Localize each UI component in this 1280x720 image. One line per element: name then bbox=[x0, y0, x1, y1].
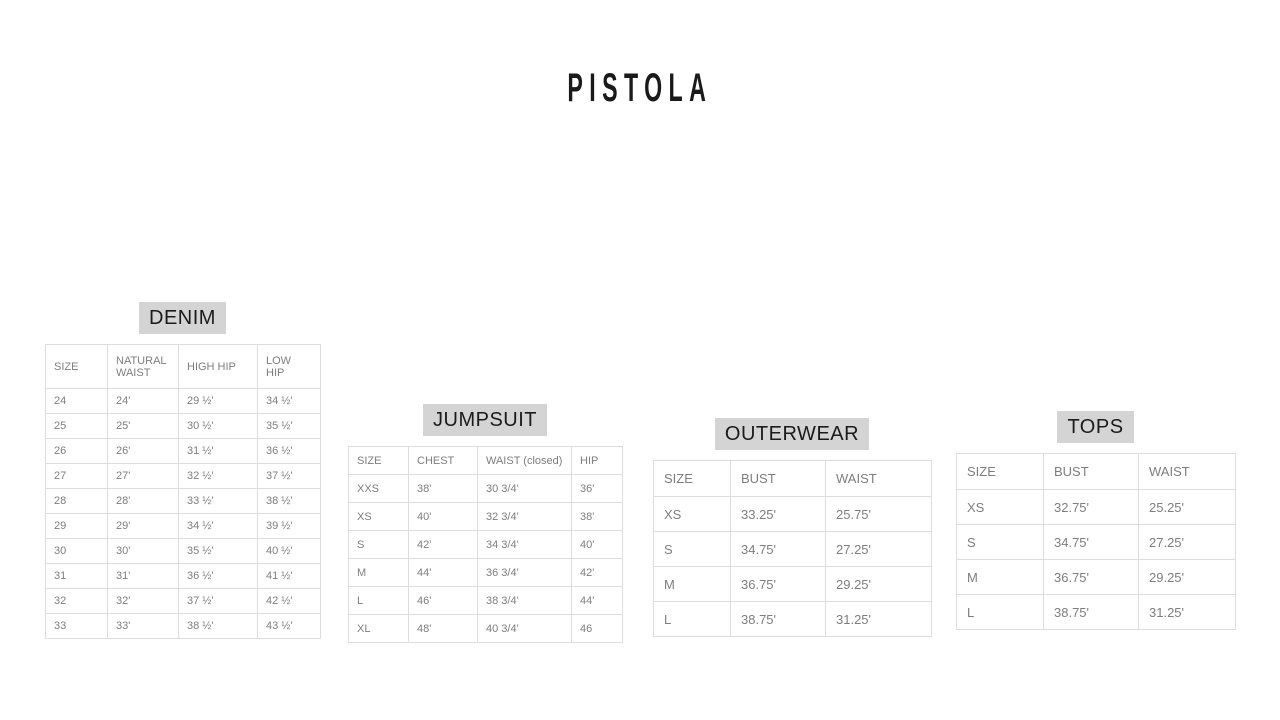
table-cell: XS bbox=[957, 490, 1044, 525]
table-row bbox=[46, 539, 321, 564]
table-cell: 31' bbox=[108, 564, 179, 589]
section-denim-title: DENIM bbox=[139, 302, 226, 334]
column-header: SIZE bbox=[46, 345, 108, 389]
section-tops-heading-row bbox=[956, 411, 1235, 443]
table-cell: 32 ½' bbox=[179, 464, 258, 489]
table-cell: 29.25' bbox=[826, 567, 932, 602]
table-cell: S bbox=[349, 531, 409, 559]
denim-size-table bbox=[45, 344, 321, 639]
table-cell: 36' bbox=[572, 475, 623, 503]
table-row bbox=[957, 490, 1236, 525]
table-cell: 48' bbox=[409, 615, 478, 643]
table-row bbox=[654, 567, 932, 602]
table-cell: XL bbox=[349, 615, 409, 643]
table-cell: 36.75' bbox=[731, 567, 826, 602]
table-cell: 27.25' bbox=[1139, 525, 1236, 560]
column-header: WAIST bbox=[826, 461, 932, 497]
table-row bbox=[349, 475, 623, 503]
table-cell: 40' bbox=[572, 531, 623, 559]
table-cell: 31 bbox=[46, 564, 108, 589]
column-header: BUST bbox=[731, 461, 826, 497]
table-cell: 30 3/4' bbox=[478, 475, 572, 503]
table-cell: L bbox=[654, 602, 731, 637]
table-cell: 29.25' bbox=[1139, 560, 1236, 595]
table-cell: 30 bbox=[46, 539, 108, 564]
table-cell: 36.75' bbox=[1044, 560, 1139, 595]
tops-size-table bbox=[956, 453, 1236, 630]
table-cell: 38 ½' bbox=[258, 489, 321, 514]
table-cell: 44' bbox=[572, 587, 623, 615]
column-header: WAIST (closed) bbox=[478, 447, 572, 475]
table-cell: M bbox=[957, 560, 1044, 595]
table-cell: 27.25' bbox=[826, 532, 932, 567]
table-cell: 41 ½' bbox=[258, 564, 321, 589]
table-row bbox=[46, 614, 321, 639]
table-cell: 33 bbox=[46, 614, 108, 639]
table-cell: 32' bbox=[108, 589, 179, 614]
table-row bbox=[957, 560, 1236, 595]
table-cell: 34 ½' bbox=[179, 514, 258, 539]
table-cell: L bbox=[349, 587, 409, 615]
table-cell: 24 bbox=[46, 389, 108, 414]
table-row bbox=[46, 389, 321, 414]
table-cell: XS bbox=[349, 503, 409, 531]
section-tops-title: TOPS bbox=[1057, 411, 1133, 443]
table-cell: S bbox=[654, 532, 731, 567]
table-cell: 33 ½' bbox=[179, 489, 258, 514]
column-header: BUST bbox=[1044, 454, 1139, 490]
section-outerwear-title: OUTERWEAR bbox=[715, 418, 869, 450]
table-row bbox=[957, 595, 1236, 630]
table-cell: 31 ½' bbox=[179, 439, 258, 464]
table-cell: 25' bbox=[108, 414, 179, 439]
table-cell: 40 ½' bbox=[258, 539, 321, 564]
table-row bbox=[654, 497, 932, 532]
table-cell: 34 3/4' bbox=[478, 531, 572, 559]
table-cell: 42' bbox=[409, 531, 478, 559]
table-cell: 35 ½' bbox=[258, 414, 321, 439]
table-row bbox=[46, 514, 321, 539]
table-cell: XXS bbox=[349, 475, 409, 503]
section-jumpsuit bbox=[348, 404, 622, 643]
column-header: HIP bbox=[572, 447, 623, 475]
table-cell: 33' bbox=[108, 614, 179, 639]
section-jumpsuit-heading-row bbox=[348, 404, 622, 436]
column-header: LOW HIP bbox=[258, 345, 321, 389]
table-cell: S bbox=[957, 525, 1044, 560]
table-cell: 37 ½' bbox=[258, 464, 321, 489]
column-header: WAIST bbox=[1139, 454, 1236, 490]
table-cell: 31.25' bbox=[1139, 595, 1236, 630]
brand-logo-wrap bbox=[0, 66, 1280, 111]
table-cell: 30 ½' bbox=[179, 414, 258, 439]
table-cell: 25.75' bbox=[826, 497, 932, 532]
table-cell: 32 3/4' bbox=[478, 503, 572, 531]
table-cell: 38 3/4' bbox=[478, 587, 572, 615]
section-denim-heading-row bbox=[45, 302, 320, 334]
brand-logo: PISTOLA bbox=[567, 66, 713, 110]
table-row bbox=[349, 559, 623, 587]
table-cell: 30' bbox=[108, 539, 179, 564]
section-tops bbox=[956, 411, 1235, 630]
table-cell: 32.75' bbox=[1044, 490, 1139, 525]
section-denim bbox=[45, 302, 320, 639]
table-cell: 44' bbox=[409, 559, 478, 587]
table-row bbox=[46, 564, 321, 589]
table-cell: 40 3/4' bbox=[478, 615, 572, 643]
table-cell: 25 bbox=[46, 414, 108, 439]
table-cell: XS bbox=[654, 497, 731, 532]
header-row bbox=[957, 454, 1236, 490]
table-row bbox=[957, 525, 1236, 560]
table-row bbox=[349, 587, 623, 615]
table-cell: 26' bbox=[108, 439, 179, 464]
table-row bbox=[46, 589, 321, 614]
table-cell: 36 3/4' bbox=[478, 559, 572, 587]
table-row bbox=[46, 489, 321, 514]
table-cell: 38.75' bbox=[1044, 595, 1139, 630]
table-cell: 36 ½' bbox=[258, 439, 321, 464]
table-cell: 29' bbox=[108, 514, 179, 539]
table-cell: 42' bbox=[572, 559, 623, 587]
table-cell: 26 bbox=[46, 439, 108, 464]
column-header: SIZE bbox=[957, 454, 1044, 490]
column-header: SIZE bbox=[654, 461, 731, 497]
table-cell: 38' bbox=[572, 503, 623, 531]
header-row bbox=[654, 461, 932, 497]
table-cell: 42 ½' bbox=[258, 589, 321, 614]
table-cell: 28' bbox=[108, 489, 179, 514]
table-cell: 27' bbox=[108, 464, 179, 489]
header-row bbox=[349, 447, 623, 475]
table-cell: 40' bbox=[409, 503, 478, 531]
table-cell: 36 ½' bbox=[179, 564, 258, 589]
table-cell: 37 ½' bbox=[179, 589, 258, 614]
table-cell: M bbox=[349, 559, 409, 587]
section-jumpsuit-title: JUMPSUIT bbox=[423, 404, 547, 436]
table-cell: 34.75' bbox=[1044, 525, 1139, 560]
table-cell: 29 bbox=[46, 514, 108, 539]
table-row bbox=[654, 602, 932, 637]
table-row bbox=[349, 503, 623, 531]
table-row bbox=[349, 531, 623, 559]
table-row bbox=[46, 464, 321, 489]
table-cell: 24' bbox=[108, 389, 179, 414]
table-cell: L bbox=[957, 595, 1044, 630]
table-cell: 34.75' bbox=[731, 532, 826, 567]
section-outerwear-heading-row bbox=[653, 418, 931, 450]
table-cell: 33.25' bbox=[731, 497, 826, 532]
column-header: SIZE bbox=[349, 447, 409, 475]
column-header: NATURAL WAIST bbox=[108, 345, 179, 389]
table-cell: 46' bbox=[409, 587, 478, 615]
table-cell: 46 bbox=[572, 615, 623, 643]
column-header: CHEST bbox=[409, 447, 478, 475]
table-cell: 38.75' bbox=[731, 602, 826, 637]
column-header: HIGH HIP bbox=[179, 345, 258, 389]
table-cell: 38 ½' bbox=[179, 614, 258, 639]
table-cell: 32 bbox=[46, 589, 108, 614]
table-row bbox=[349, 615, 623, 643]
outerwear-size-table bbox=[653, 460, 932, 637]
section-outerwear bbox=[653, 418, 931, 637]
table-cell: 27 bbox=[46, 464, 108, 489]
table-cell: 28 bbox=[46, 489, 108, 514]
table-cell: 39 ½' bbox=[258, 514, 321, 539]
table-cell: 34 ½' bbox=[258, 389, 321, 414]
table-cell: 31.25' bbox=[826, 602, 932, 637]
table-cell: 25.25' bbox=[1139, 490, 1236, 525]
table-cell: 38' bbox=[409, 475, 478, 503]
header-row bbox=[46, 345, 321, 389]
table-cell: 29 ½' bbox=[179, 389, 258, 414]
table-cell: M bbox=[654, 567, 731, 602]
table-row bbox=[46, 439, 321, 464]
table-row bbox=[654, 532, 932, 567]
jumpsuit-size-table bbox=[348, 446, 623, 643]
table-row bbox=[46, 414, 321, 439]
table-cell: 35 ½' bbox=[179, 539, 258, 564]
table-cell: 43 ½' bbox=[258, 614, 321, 639]
